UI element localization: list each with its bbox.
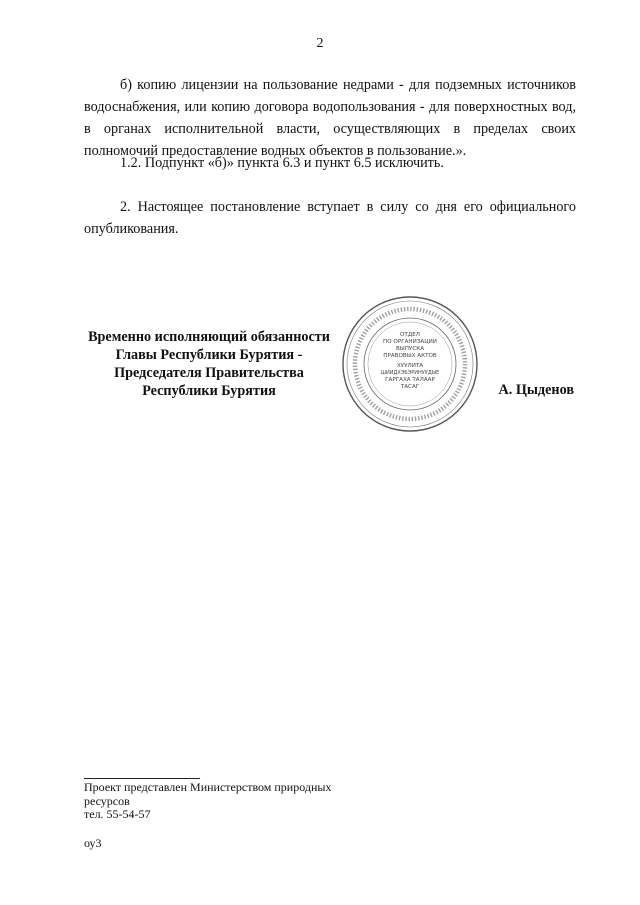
paragraph-text: б) копию лицензии на пользование недрами - для подземных источников водоснабжения, или копию договора водопользования - для поверхностных вод, в органах исполнительной власти, осуществляющих в пределах своих полномочий предоставление водных объектов в пользование.». — [84, 77, 576, 159]
footer-divider — [84, 778, 200, 779]
signatory-title-line: Главы Республики Бурятия - — [115, 347, 303, 363]
paragraph-license-copy — [84, 74, 576, 162]
seal-center-line: ШИИДХЭБЭРИНУУДЫЕ — [380, 370, 440, 376]
seal-center-line: ОТДЕЛ — [400, 332, 420, 338]
paragraph-effective-date — [84, 196, 576, 240]
signatory-title-line: Председателя Правительства — [114, 365, 304, 381]
footer-note — [84, 781, 374, 822]
footer-note-line: ресурсов — [84, 793, 130, 808]
seal-center-line: ТАСАГ — [400, 384, 420, 390]
signatory-title-line: Временно исполняющий обязанности — [88, 329, 330, 345]
footer-note-line: тел. 55-54-57 — [84, 807, 151, 821]
footer-note-line: Проект представлен Министерством природных — [84, 780, 332, 794]
paragraph-text: 2. Настоящее постановление вступает в силу со дня его официального опубликования. — [84, 199, 576, 237]
seal-center-line: ХУУЛИТА — [396, 363, 424, 369]
signatory-title — [80, 328, 338, 400]
seal-center-line: ВЫПУСКА — [395, 346, 425, 352]
seal-center-line: ГАРГАХА ТАЛААР — [385, 377, 435, 383]
seal-center-line: ПРАВОВЫХ АКТОВ — [383, 353, 437, 359]
page-number: 2 — [316, 36, 324, 51]
signatory-title-line: Республики Бурятия — [142, 383, 276, 399]
signer-name: А. Цыденов — [498, 382, 574, 398]
paragraph-text: 1.2. Подпункт «б)» пункта 6.3 и пункт 6.5 исключить. — [120, 155, 444, 171]
seal-center-line: ПО ОРГАНИЗАЦИИ — [383, 339, 437, 345]
official-seal-stamp — [340, 294, 480, 434]
footer-code: оу3 — [84, 836, 102, 850]
paragraph-subitem-exclusion — [84, 152, 576, 174]
